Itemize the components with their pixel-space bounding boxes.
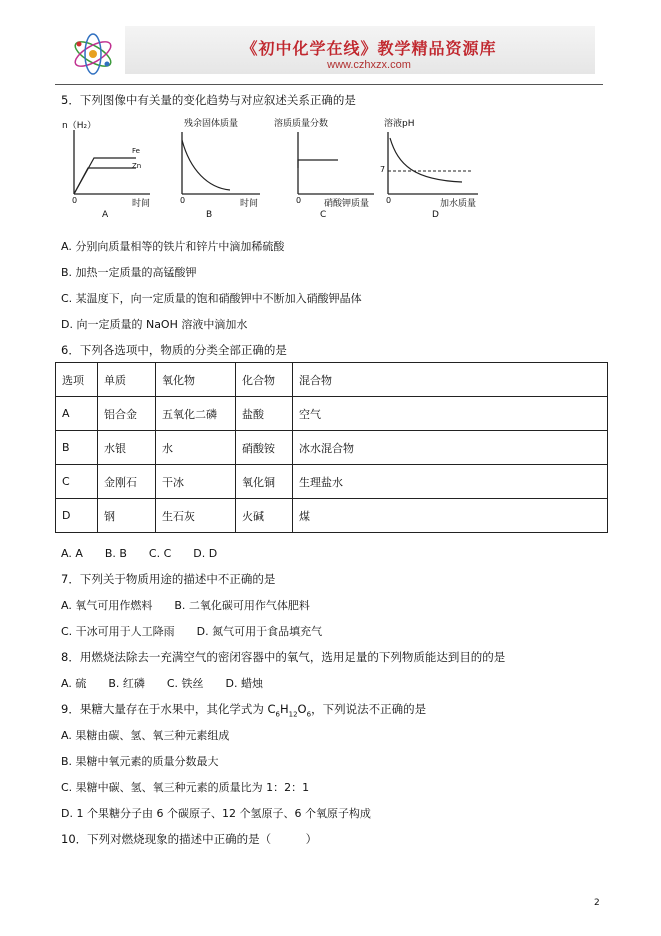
graph-c <box>298 132 374 194</box>
table-cell: 煤 <box>293 499 608 533</box>
q9-sub-o: 6 <box>306 710 312 719</box>
table-header-cell: 单质 <box>98 363 156 397</box>
q6-stem: 6．下列各选项中，物质的分类全部正确的是 <box>61 343 287 357</box>
page-number: 2 <box>594 898 600 908</box>
table-cell: 火碱 <box>236 499 293 533</box>
table-cell: C <box>56 465 98 499</box>
table-cell: 五氧化二磷 <box>156 397 236 431</box>
table-header-cell: 氧化物 <box>156 363 236 397</box>
table-cell: 生石灰 <box>156 499 236 533</box>
q9-stem-d: ，下列说法不正确的是 <box>311 702 427 716</box>
graph-a-panel: A <box>102 210 109 220</box>
q9-stem <box>61 701 426 718</box>
q9-stem-b: H <box>279 702 289 716</box>
graph-b-ylabel: 残余固体质量 <box>184 119 239 129</box>
table-cell: 干冰 <box>156 465 236 499</box>
table-header-cell: 选项 <box>56 363 98 397</box>
q9-option-c: C. 果糖中碳、氢、氧三种元素的质量比为 1：2：1 <box>61 781 310 794</box>
graph-c-panel: C <box>320 210 327 220</box>
graph-d-panel: D <box>432 210 439 220</box>
table-cell: A <box>56 397 98 431</box>
q9-sub-c: 6 <box>275 710 280 719</box>
q5-option-d: D. 向一定质量的 NaOH 溶液中滴加水 <box>61 318 248 331</box>
q6-answers: A. A B. B C. C D. D <box>61 547 218 560</box>
q9-sub-h: 12 <box>288 710 298 719</box>
graph-b-curve <box>182 140 230 190</box>
q8-options: A. 硫 B. 红磷 C. 铁丝 D. 蜡烛 <box>61 677 264 690</box>
table-cell: 金刚石 <box>98 465 156 499</box>
graph-d-origin: 0 <box>386 196 392 205</box>
q5-option-b: B. 加热一定质量的高锰酸钾 <box>61 266 197 279</box>
q7-options-line2: C. 干冰可用于人工降雨 D. 氮气可用于食品填充气 <box>61 625 323 638</box>
graph-a-zn-label: Zn <box>132 162 142 170</box>
q7-options-line1: A. 氧气可用作燃料 B. 二氧化碳可用作气体肥料 <box>61 599 310 612</box>
graph-c-origin: 0 <box>296 196 302 205</box>
q10-stem: 10．下列对燃烧现象的描述中正确的是（ ） <box>61 832 318 846</box>
table-cell: 冰水混合物 <box>293 431 608 465</box>
graph-c-ylabel: 溶质质量分数 <box>274 119 329 129</box>
table-cell: 氧化铜 <box>236 465 293 499</box>
graph-c-line <box>298 160 338 168</box>
graph-d-xlabel: 加水质量 <box>440 199 477 209</box>
graph-d-ph7-label: 7 <box>380 165 386 174</box>
table-cell: 水 <box>156 431 236 465</box>
table-row <box>56 499 608 533</box>
table-row <box>56 397 608 431</box>
header-divider <box>55 84 603 85</box>
q5-option-a: A. 分别向质量相等的铁片和锌片中滴加稀硫酸 <box>61 240 285 253</box>
table-header-cell: 混合物 <box>293 363 608 397</box>
graph-a-ylabel: n（H₂） <box>62 121 97 131</box>
page-header <box>55 22 603 84</box>
q5-option-c: C. 某温度下，向一定质量的饱和硝酸钾中不断加入硝酸钾晶体 <box>61 292 362 305</box>
q9-option-a: A. 果糖由碳、氢、氧三种元素组成 <box>61 729 230 742</box>
graph-b-xlabel: 时间 <box>240 199 259 209</box>
graph-a-xlabel: 时间 <box>132 199 151 209</box>
graph-a-zn-line <box>74 168 136 194</box>
table-cell: 生理盐水 <box>293 465 608 499</box>
q9-option-b: B. 果糖中氧元素的质量分数最大 <box>61 755 219 768</box>
table-cell: 钢 <box>98 499 156 533</box>
table-cell: 水银 <box>98 431 156 465</box>
table-row <box>56 465 608 499</box>
graph-d-curve <box>390 138 462 182</box>
table-header-row <box>56 363 608 397</box>
table-cell: D <box>56 499 98 533</box>
table-cell: 硝酸铵 <box>236 431 293 465</box>
header-url: www.czhxzx.com <box>327 59 411 71</box>
graph-b <box>182 132 260 194</box>
table-row <box>56 431 608 465</box>
q5-stem: 5．下列图像中有关量的变化趋势与对应叙述关系正确的是 <box>61 93 356 107</box>
q9-stem-a: 9．果糖大量存在于水果中，其化学式为 C <box>61 702 276 716</box>
graph-b-origin: 0 <box>180 196 186 205</box>
graph-d <box>388 132 478 194</box>
table-cell: 铝合金 <box>98 397 156 431</box>
graph-a-origin: 0 <box>72 196 78 205</box>
q6-classification-table <box>55 362 608 533</box>
q5-graphs <box>58 110 498 230</box>
graph-c-xlabel: 硝酸钾质量 <box>324 199 370 209</box>
table-cell: B <box>56 431 98 465</box>
table-cell: 盐酸 <box>236 397 293 431</box>
graph-a-fe-label: Fe <box>132 147 140 155</box>
table-cell: 空气 <box>293 397 608 431</box>
q9-stem-c: O <box>297 702 307 716</box>
header-title: 《初中化学在线》教学精品资源库 <box>241 39 497 58</box>
q9-option-d: D. 1 个果糖分子由 6 个碳原子、12 个氢原子、6 个氧原子构成 <box>61 807 371 820</box>
graph-d-ylabel: 溶液pH <box>384 119 415 129</box>
q8-stem: 8．用燃烧法除去一充满空气的密闭容器中的氧气，选用足量的下列物质能达到目的的是 <box>61 650 506 664</box>
graph-b-panel: B <box>206 210 213 220</box>
q7-stem: 7．下列关于物质用途的描述中不正确的是 <box>61 572 276 586</box>
table-header-cell: 化合物 <box>236 363 293 397</box>
